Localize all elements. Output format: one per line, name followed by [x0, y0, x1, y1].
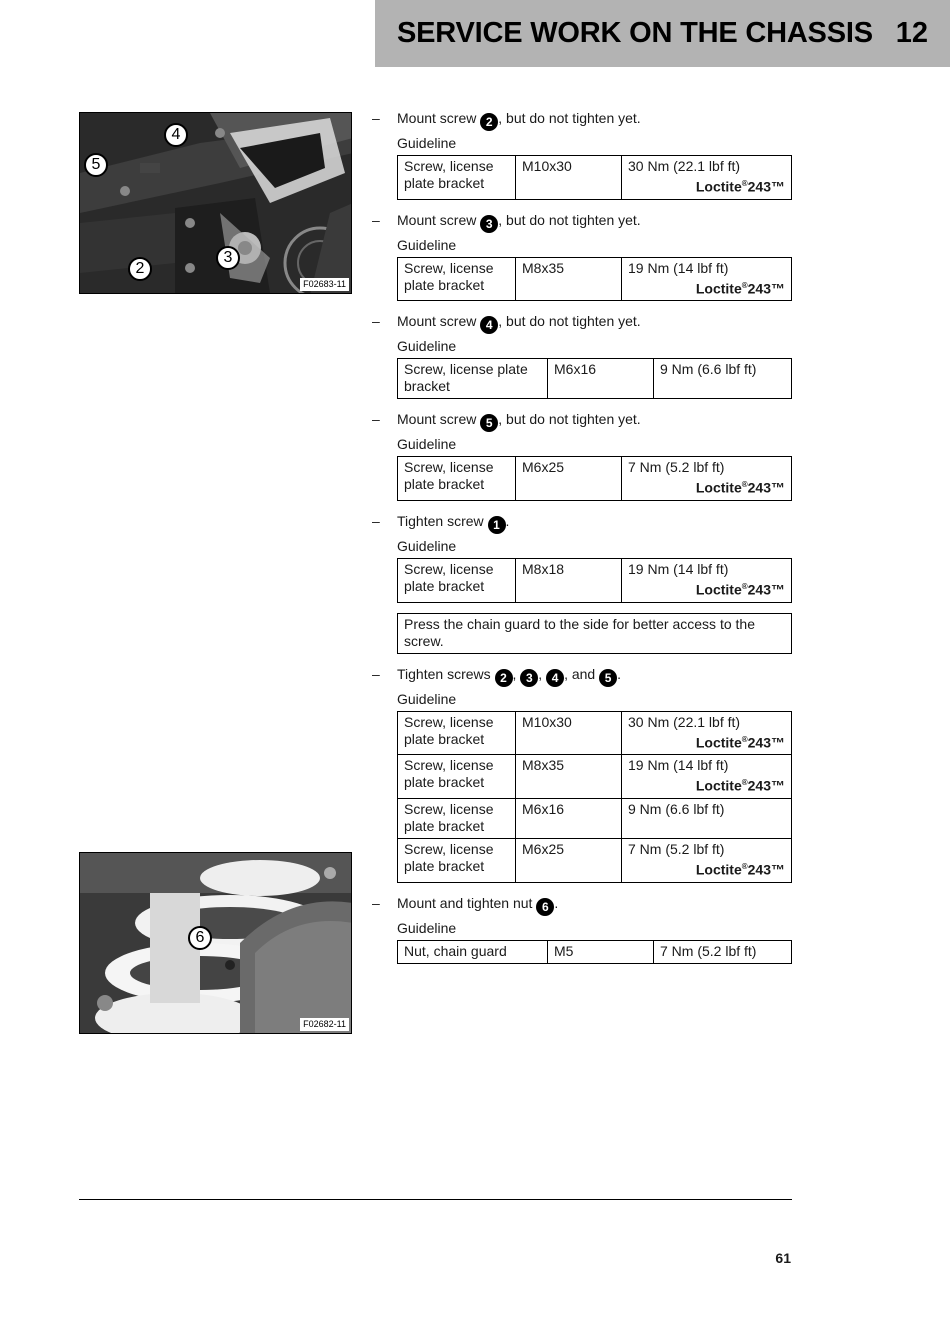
chapter-title: SERVICE WORK ON THE CHASSIS — [397, 17, 873, 49]
spec-loctite: Loctite®243™ — [695, 734, 785, 751]
callout-4: 4 — [164, 123, 188, 147]
step-mount-screw-3 — [372, 210, 792, 233]
spec-table — [397, 940, 792, 964]
callout-6: 6 — [188, 926, 212, 950]
spec-torque-cell — [622, 156, 792, 200]
step-text: . — [554, 894, 559, 911]
spec-torque: 30 Nm (22.1 lbf ft) — [628, 158, 741, 174]
spec-torque: 19 Nm (14 lbf ft) — [628, 560, 729, 577]
spec-torque-cell — [622, 755, 792, 799]
table-row — [398, 755, 792, 799]
spec-table — [397, 257, 792, 302]
table-row — [398, 711, 792, 755]
spec-item: Screw, license plate bracket — [398, 838, 516, 882]
step-text: . — [505, 512, 510, 529]
callout-ref: 4 — [480, 316, 498, 334]
spec-torque-cell — [622, 838, 792, 882]
chapter-number: 12 — [895, 17, 928, 49]
page-number: 61 — [775, 1250, 791, 1266]
step-dash: – — [372, 313, 380, 330]
guideline-label: Guideline — [397, 236, 457, 253]
spec-loctite: Loctite®243™ — [695, 280, 785, 297]
step-text: Mount screw — [397, 110, 481, 126]
spec-torque: 7 Nm (5.2 lbf ft) — [654, 940, 792, 963]
step-dash: – — [372, 211, 380, 228]
guideline-label: Guideline — [397, 135, 457, 151]
step-tighten-screws — [372, 664, 792, 687]
spec-table — [397, 358, 792, 399]
spec-torque-cell — [622, 457, 792, 501]
spec-loctite: Loctite®243™ — [695, 861, 785, 878]
spec-item: Screw, license plate bracket — [398, 798, 516, 838]
figure-chain-guard-nut — [79, 852, 352, 1034]
instruction-content — [372, 108, 792, 964]
spec-size: M10x30 — [516, 711, 622, 755]
table-row — [398, 359, 792, 399]
spec-loctite: Loctite®243™ — [695, 178, 785, 195]
step-text: , and — [564, 665, 600, 682]
callout-ref: 5 — [599, 669, 617, 687]
spec-size: M8x35 — [516, 755, 622, 799]
table-row — [398, 558, 792, 602]
step-text: Tighten screw — [397, 512, 488, 529]
spec-torque: 19 Nm (14 lbf ft) — [628, 757, 729, 774]
spec-torque: 30 Nm (22.1 lbf ft) — [628, 713, 741, 730]
callout-ref: 2 — [495, 669, 513, 687]
step-mount-screw-5 — [372, 409, 792, 432]
step-text: , but do not tighten yet. — [498, 110, 641, 126]
step-text: Mount screw — [397, 211, 481, 228]
spec-item: Screw, license plate bracket — [398, 457, 516, 501]
step-text: Mount screw — [397, 411, 481, 428]
spec-torque: 9 Nm (6.6 lbf ft) — [654, 359, 792, 399]
spec-torque-cell — [622, 711, 792, 755]
callout-ref: 5 — [480, 414, 498, 432]
table-row — [398, 156, 792, 200]
guideline-label: Guideline — [397, 690, 457, 707]
step-text: . — [617, 665, 621, 682]
figure-license-plate-bracket — [79, 112, 352, 294]
table-row — [398, 457, 792, 501]
callout-3: 3 — [216, 246, 240, 270]
table-row — [398, 940, 792, 963]
footer-divider — [79, 1199, 792, 1200]
guideline-label: Guideline — [397, 338, 457, 355]
step-mount-screw-4 — [372, 311, 792, 334]
step-text: Tighten screws — [397, 665, 495, 682]
callout-ref: 3 — [480, 215, 498, 233]
guideline-label: Guideline — [397, 537, 457, 554]
step-dash: – — [372, 110, 380, 126]
step-dash: – — [372, 894, 380, 911]
photo-license-plate-bracket — [80, 113, 352, 294]
spec-size: M8x35 — [516, 257, 622, 301]
step-text: , but do not tighten yet. — [498, 411, 641, 428]
spec-size: M10x30 — [516, 156, 622, 200]
spec-table — [397, 456, 792, 501]
table-row — [398, 257, 792, 301]
spec-table — [397, 711, 792, 883]
spec-loctite: Loctite®243™ — [695, 479, 785, 496]
spec-torque-cell — [622, 558, 792, 602]
spec-size: M8x18 — [516, 558, 622, 602]
step-text: Mount and tighten nut — [397, 894, 537, 911]
spec-size: M6x16 — [548, 359, 654, 399]
step-text: Mount screw — [397, 313, 481, 330]
step-dash: – — [372, 665, 380, 682]
spec-item: Screw, license plate bracket — [398, 257, 516, 301]
step-text: , but do not tighten yet. — [498, 211, 641, 228]
spec-size: M6x25 — [516, 457, 622, 501]
spec-torque-cell — [622, 257, 792, 301]
callout-ref: 2 — [480, 113, 498, 131]
step-dash: – — [372, 512, 380, 529]
spec-item: Screw, license plate bracket — [398, 359, 548, 399]
callout-ref: 3 — [520, 669, 538, 687]
spec-item: Nut, chain guard — [398, 940, 548, 963]
step-mount-screw-2 — [372, 108, 792, 131]
spec-item: Screw, license plate bracket — [398, 156, 516, 200]
spec-loctite: Loctite®243™ — [695, 777, 785, 794]
spec-item: Screw, license plate bracket — [398, 558, 516, 602]
spec-size: M5 — [548, 940, 654, 963]
callout-ref: 6 — [536, 898, 554, 916]
spec-loctite: Loctite®243™ — [695, 581, 785, 598]
table-row — [398, 838, 792, 882]
step-text: , — [538, 665, 547, 682]
photo-chain-guard-nut — [80, 853, 352, 1034]
callout-5: 5 — [84, 153, 108, 177]
spec-torque: 7 Nm (5.2 lbf ft) — [628, 840, 725, 857]
spec-torque: 7 Nm (5.2 lbf ft) — [628, 459, 725, 476]
info-note: Press the chain guard to the side for better access to the screw. — [397, 613, 792, 654]
spec-table — [397, 155, 792, 200]
spec-size: M6x25 — [516, 838, 622, 882]
step-dash: – — [372, 411, 380, 428]
figure-code: F02683-11 — [300, 278, 349, 291]
callout-2: 2 — [128, 257, 152, 281]
step-text: , — [512, 665, 521, 682]
spec-item: Screw, license plate bracket — [398, 755, 516, 799]
spec-torque: 9 Nm (6.6 lbf ft) — [622, 798, 792, 838]
callout-ref: 4 — [546, 669, 564, 687]
chapter-header — [375, 0, 950, 67]
step-tighten-screw-1 — [372, 511, 792, 534]
callout-ref: 1 — [488, 516, 506, 534]
step-text: , but do not tighten yet. — [498, 313, 641, 330]
guideline-label: Guideline — [397, 919, 457, 936]
spec-size: M6x16 — [516, 798, 622, 838]
spec-torque: 19 Nm (14 lbf ft) — [628, 259, 729, 276]
guideline-label: Guideline — [397, 436, 457, 453]
spec-table — [397, 558, 792, 603]
figure-code: F02682-11 — [300, 1018, 349, 1031]
spec-item: Screw, license plate bracket — [398, 711, 516, 755]
table-row — [398, 798, 792, 838]
step-mount-nut-6 — [372, 893, 792, 916]
